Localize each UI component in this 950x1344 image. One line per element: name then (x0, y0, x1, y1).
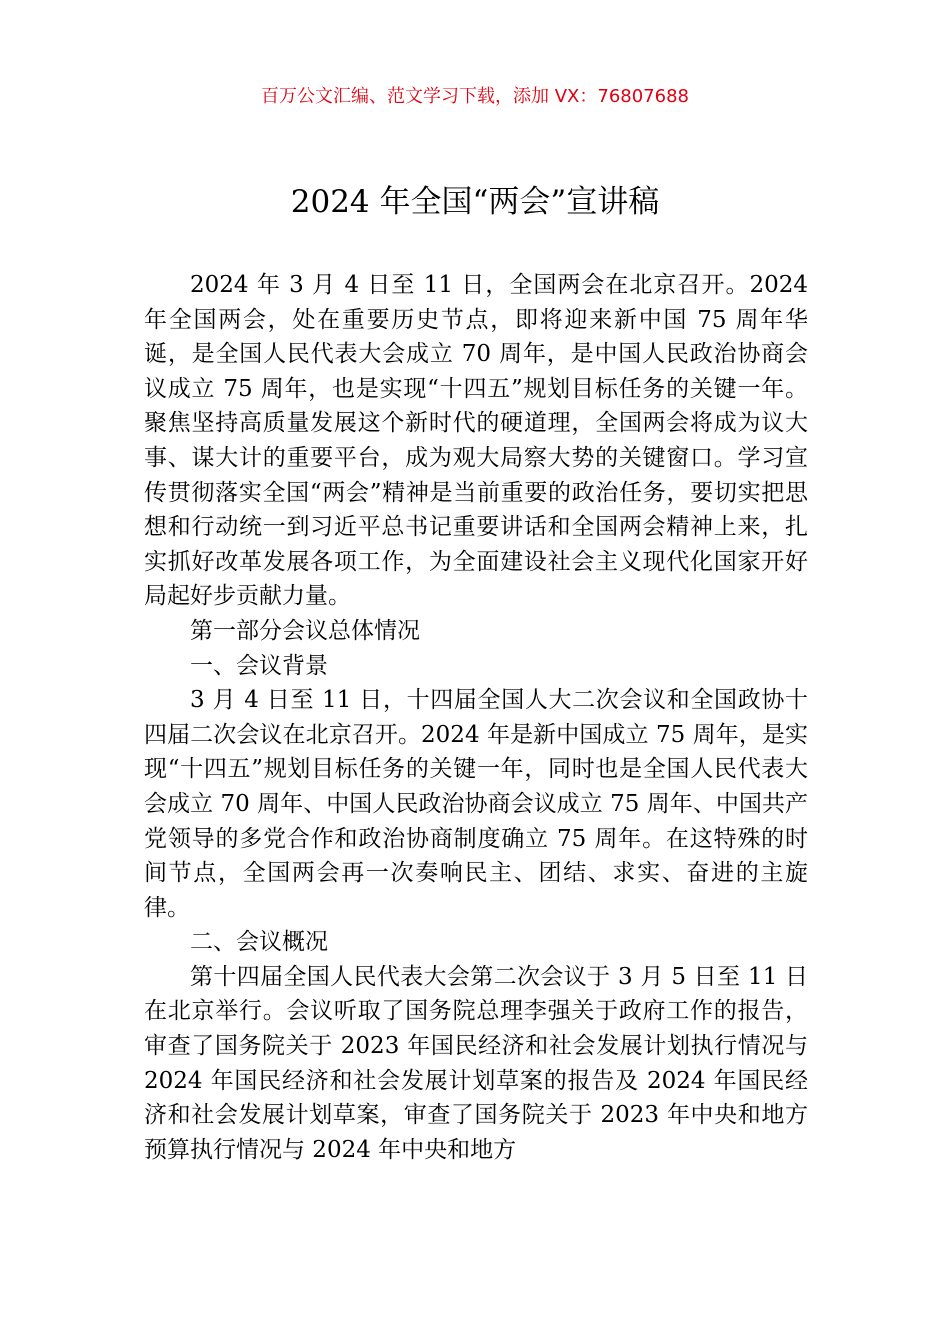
document-title: 2024 年全国“两会”宣讲稿 (290, 184, 660, 220)
overview-paragraph: 第十四届全国人民代表大会第二次会议于 3 月 5 日至 11 日在北京举行。会议听取了国务院总理李强关于政府工作的报告，审查了国务院关于 2023 年国民经济和社会发展计划执行情况与 2024 年国民经济和社会发展计划草案的报告及 2024 年国民经济和社会发展计划草案，审查了国务院关于 2023 年中央和地方预算执行情况与 2024 年中央和地方 (144, 963, 808, 1163)
section-heading-part-one: 第一部分会议总体情况 (190, 617, 420, 644)
subheading-background: 一、会议背景 (190, 652, 328, 679)
document-body (144, 268, 808, 1167)
background-paragraph: 3 月 4 日至 11 日，十四届全国人大二次会议和全国政协十四届二次会议在北京召开。2024 年是新中国成立 75 周年，是实现“十四五”规划目标任务的关键一年，同时也是全国人民代表大会成立 70 周年、中国人民政治协商会议成立 75 周年、中国共产党领导的多党合作和政治协商制度确立 75 周年。在这特殊的时间节点，全国两会再一次奏响民主、团结、求实、奋进的主旋律。 (144, 687, 808, 921)
header-watermark-note: 百万公文汇编、范文学习下载，添加 VX：76807688 (261, 86, 689, 107)
intro-paragraph: 2024 年 3 月 4 日至 11 日，全国两会在北京召开。2024 年全国两会，处在重要历史节点，即将迎来新中国 75 周年华诞，是全国人民代表大会成立 70 周年，是中国人民政治协商会议成立 75 周年，也是实现“十四五”规划目标任务的关键一年。聚焦坚持高质量发展这个新时代的硬道理，全国两会将成为议大事、谋大计的重要平台，成为观大局察大势的关键窗口。学习宣传贯彻落实全国“两会”精神是当前重要的政治任务，要切实把思想和行动统一到习近平总书记重要讲话和全国两会精神上来，扎实抓好改革发展各项工作，为全面建设社会主义现代化国家开好局起好步贡献力量。 (144, 272, 808, 610)
subheading-overview: 二、会议概况 (190, 929, 328, 956)
